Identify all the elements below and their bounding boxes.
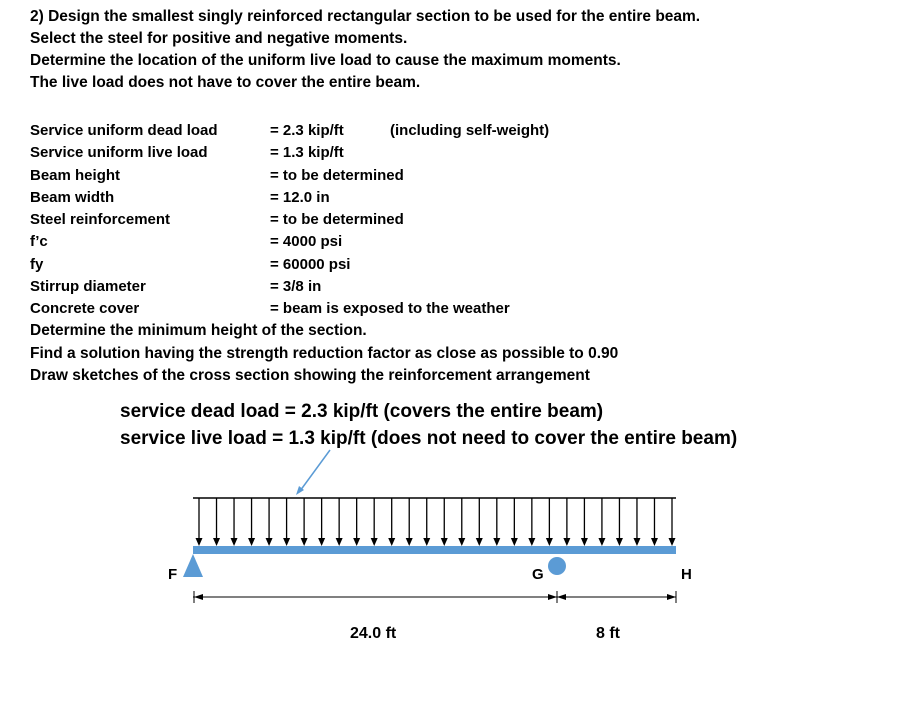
load-arrow-head <box>651 538 658 546</box>
load-arrow-head <box>353 538 360 546</box>
load-arrow-head <box>581 538 588 546</box>
load-arrow-head <box>598 538 605 546</box>
problem-line: Determine the location of the uniform live load to cause the maximum moments. <box>30 52 621 69</box>
load-arrow-head <box>546 538 553 546</box>
load-arrow-head <box>213 538 220 546</box>
parameter-value: = 3/8 in <box>270 278 322 296</box>
load-arrow-head <box>633 538 640 546</box>
distributed-load-arrows <box>196 498 676 546</box>
pointer-line <box>300 450 330 491</box>
parameter-value: = 12.0 in <box>270 188 330 206</box>
load-arrow-head <box>441 538 448 546</box>
parameter-note: (including self-weight) <box>390 122 550 139</box>
load-arrow-head <box>493 538 500 546</box>
beam <box>193 546 676 554</box>
parameter-value: = 2.3 kip/ft <box>270 122 344 139</box>
parameter-label: Stirrup diameter <box>30 278 146 296</box>
problem-line: 2) Design the smallest singly reinforced rectangular section to be used for the entire beam. <box>30 8 701 25</box>
load-arrow-head <box>616 538 623 546</box>
load-arrow-head <box>336 538 343 546</box>
parameter-label: Service uniform dead load <box>30 122 218 139</box>
load-arrow-head <box>563 538 570 546</box>
span-label-gh: 8 ft <box>596 625 620 642</box>
load-arrow-head <box>458 538 465 546</box>
task-item: Draw sketches of the cross section showing the reinforcement arrangement <box>30 367 590 384</box>
parameter-value: = beam is exposed to the weather <box>270 300 510 318</box>
load-arrow-head <box>528 538 535 546</box>
load-arrow-head <box>196 538 203 546</box>
load-arrow-head <box>406 538 413 546</box>
pin-support-icon <box>183 554 203 577</box>
parameter-value: = to be determined <box>270 166 404 184</box>
load-arrow-head <box>301 538 308 546</box>
problem-line: The live load does not have to cover the entire beam. <box>30 74 421 91</box>
load-arrow-head <box>283 538 290 546</box>
parameter-label: Concrete cover <box>30 300 140 318</box>
load-arrow-head <box>231 538 238 546</box>
load-arrow-head <box>388 538 395 546</box>
parameter-label: f’c <box>30 233 48 251</box>
task-item: Determine the minimum height of the section. <box>30 322 367 339</box>
load-arrow-head <box>318 538 325 546</box>
parameter-label: Service uniform live load <box>30 144 208 162</box>
load-arrow-head <box>371 538 378 546</box>
dimension-arrowhead <box>557 594 566 600</box>
dimension-arrowhead <box>548 594 557 600</box>
parameter-label: Beam width <box>30 188 115 206</box>
dimension-arrowhead <box>194 594 203 600</box>
parameter-label: Steel reinforcement <box>30 211 171 229</box>
parameter-label: Beam height <box>30 166 121 184</box>
parameter-value: = 60000 psi <box>270 255 351 273</box>
parameter-value: = to be determined <box>270 211 404 229</box>
load-arrow-head <box>423 538 430 546</box>
dead-load-text: service dead load = 2.3 kip/ft (covers the entire beam) <box>120 401 604 422</box>
parameter-label: fy <box>30 255 44 273</box>
load-arrow-head <box>248 538 255 546</box>
span-label-fg: 24.0 ft <box>350 625 397 642</box>
point-label-h: H <box>681 566 692 583</box>
problem-line: Select the steel for positive and negative moments. <box>30 30 408 47</box>
parameter-value: = 1.3 kip/ft <box>270 144 344 162</box>
parameter-value: = 4000 psi <box>270 233 343 251</box>
task-item: Find a solution having the strength reduction factor as close as possible to 0.90 <box>30 344 619 362</box>
load-arrow-head <box>266 538 273 546</box>
live-load-text: service live load = 1.3 kip/ft (does not need to cover the entire beam) <box>120 428 738 449</box>
load-arrow-head <box>669 538 676 546</box>
point-label-g: G <box>532 566 544 583</box>
load-arrow-head <box>511 538 518 546</box>
dimension-arrowhead <box>667 594 676 600</box>
roller-support-icon <box>548 557 566 575</box>
point-label-f: F <box>168 566 178 583</box>
load-arrow-head <box>476 538 483 546</box>
